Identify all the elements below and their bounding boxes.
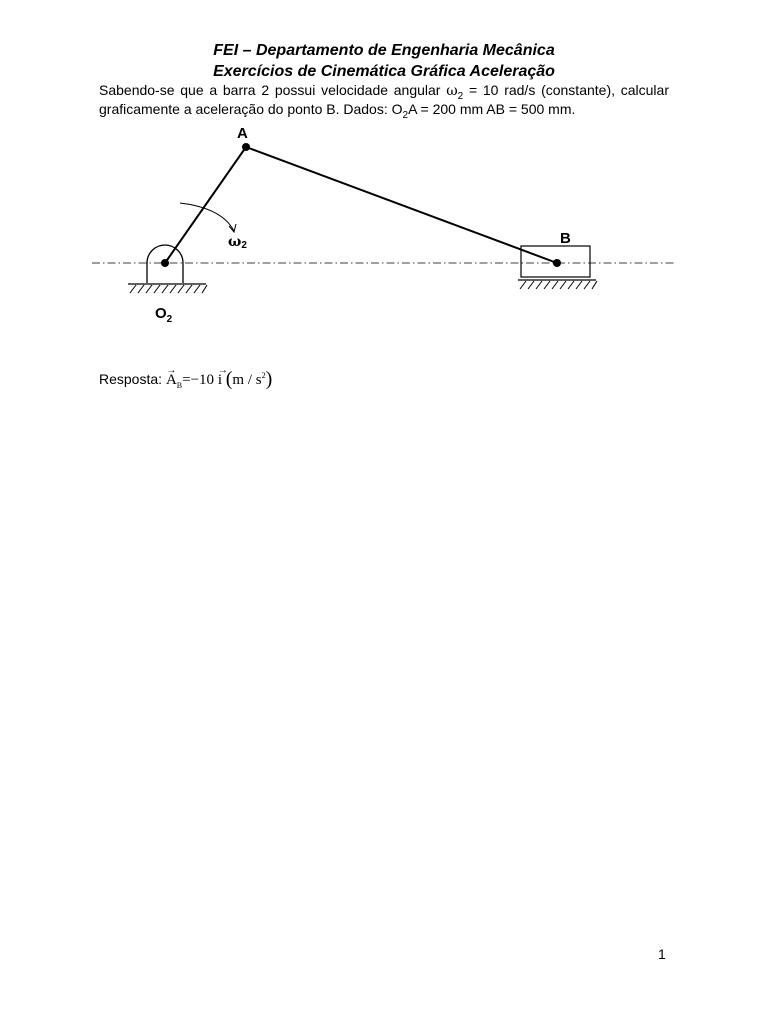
unit-superscript: 2 (261, 371, 266, 380)
ground-support-o2 (128, 245, 207, 293)
omega-subscript: 2 (457, 90, 464, 102)
document-subtitle: Exercícios de Cinemática Gráfica Aceleração (213, 63, 555, 80)
label-o-letter: O (155, 305, 167, 322)
label-a: A (237, 125, 248, 142)
label-o2 (155, 305, 173, 325)
statement-part1: Sabendo-se que a barra 2 possui velocidade angular (99, 82, 447, 98)
page-number: 1 (658, 946, 666, 962)
label-omega-subscript: 2 (241, 240, 247, 251)
omega-symbol: ω (446, 83, 458, 99)
answer-line (99, 364, 272, 398)
answer-label: Resposta: (99, 371, 166, 387)
connecting-rod-ab (246, 147, 557, 263)
label-omega-letter: ω (228, 234, 242, 250)
ground-slider-guide (518, 280, 597, 289)
mechanism-diagram (0, 0, 768, 360)
equals-sign: = (182, 372, 191, 388)
joint-b (553, 259, 561, 267)
joint-a (242, 143, 250, 151)
label-b: B (560, 230, 571, 247)
angular-velocity-arrow-icon (180, 203, 236, 232)
joint-o2 (161, 259, 169, 267)
label-omega2 (228, 234, 247, 251)
unit-vector-i: → i (218, 368, 222, 392)
statement-part3: A = 200 mm AB = 500 mm. (408, 101, 576, 117)
answer-value: −10 (190, 372, 215, 388)
label-o-subscript: 2 (166, 314, 173, 325)
document-title: FEI – Departamento de Engenharia Mecânica (213, 42, 555, 59)
o-subscript: 2 (402, 109, 409, 121)
vector-a: → A (166, 368, 177, 392)
vector-subscript: B (176, 381, 183, 390)
statement-part2: = 10 rad/s (constante), calcular graficamente a aceleração do ponto B. Dados: O (99, 82, 669, 117)
answer-formula: → $A_B=-10 \to i$ $(m / s^2)$ (166, 372, 272, 388)
answer-unit: m / s (232, 372, 262, 388)
